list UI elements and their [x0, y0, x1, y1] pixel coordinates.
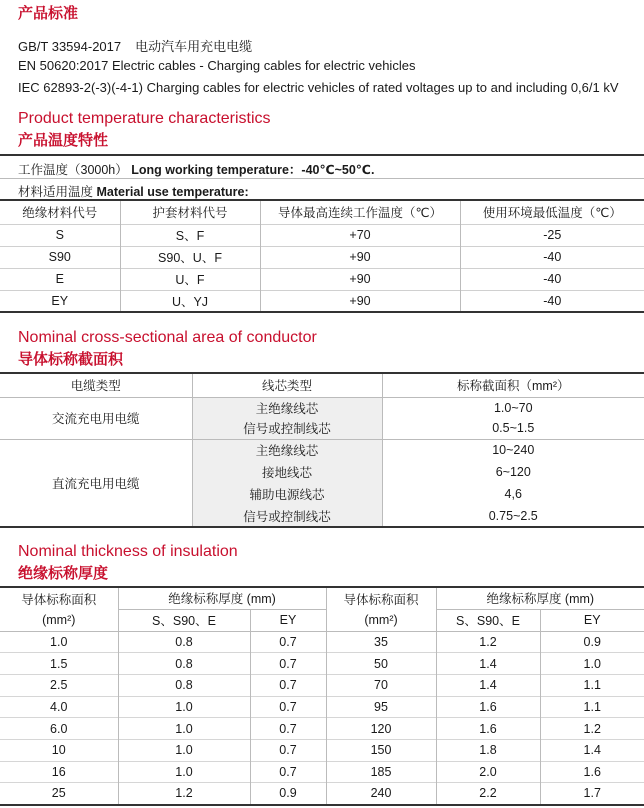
- column-header: 导体最高连续工作温度（℃）: [260, 200, 460, 224]
- table-cell: 1.6: [540, 761, 644, 783]
- column-header: 电缆类型: [0, 373, 192, 397]
- column-header: EY: [250, 609, 326, 631]
- table-cell: 0.7: [250, 653, 326, 675]
- column-header: S、S90、E: [118, 609, 250, 631]
- table-cell: 1.0: [118, 739, 250, 761]
- column-header: 使用环境最低温度（℃）: [460, 200, 644, 224]
- table-cell: 1.6: [436, 696, 540, 718]
- cross-section-table: [0, 372, 644, 528]
- table-cell: 35: [326, 631, 436, 653]
- column-header: 导体标称面积: [326, 587, 436, 609]
- table-cell: U、YJ: [120, 290, 260, 312]
- table-cell: 1.0~70: [382, 397, 644, 418]
- table-cell: 1.4: [436, 674, 540, 696]
- table-cell: 0.7: [250, 631, 326, 653]
- table-cell: 1.5: [50, 656, 68, 671]
- table-cell: 50: [326, 653, 436, 675]
- table-header-row: [0, 200, 644, 224]
- column-header: (mm²): [326, 609, 436, 631]
- standard-code: EN 50620:2017: [18, 58, 109, 73]
- table-row: [0, 696, 644, 718]
- material-temp-cn: 材料适用温度: [18, 185, 94, 199]
- standard-code: GB/T 33594-2017: [18, 39, 122, 54]
- cable-type-cell: 交流充电用电缆: [0, 397, 192, 439]
- table-header-row: [0, 373, 644, 397]
- table-cell: +90: [260, 246, 460, 268]
- table-cell: 辅助电源线芯: [192, 483, 382, 505]
- table-cell: U、F: [120, 268, 260, 290]
- table-cell: 主绝缘线芯: [192, 397, 382, 418]
- table-row: [0, 439, 644, 461]
- table-cell: 1.0: [118, 761, 250, 783]
- table-cell: 1.0: [540, 653, 644, 675]
- cable-type-cell: 直流充电用电缆: [51, 476, 140, 491]
- table-cell: 0.5~1.5: [382, 418, 644, 439]
- table-cell: 1.8: [436, 739, 540, 761]
- table-cell: 接地线芯: [192, 461, 382, 483]
- temperature-table: [0, 199, 644, 313]
- table-cell: 185: [326, 761, 436, 783]
- table-cell: 70: [326, 674, 436, 696]
- table-cell: EY: [0, 290, 120, 312]
- table-row: [0, 739, 644, 761]
- table-cell: 0.7: [250, 696, 326, 718]
- table-cell: 6.0: [50, 721, 68, 736]
- working-temp-cn: 工作温度（3000h）: [18, 163, 128, 177]
- table-cell: 2.5: [50, 678, 68, 693]
- table-cell: 1.2: [436, 631, 540, 653]
- column-header: EY: [540, 609, 644, 631]
- table-cell: 1.1: [540, 696, 644, 718]
- column-header: 线芯类型: [192, 373, 382, 397]
- table-cell: 0.7: [250, 761, 326, 783]
- standard-text: Charging cables for electric vehicles of rated voltages up to and including 0,6/1 kV: [146, 80, 619, 95]
- table-cell: 240: [326, 783, 436, 805]
- table-cell: 4,6: [382, 483, 644, 505]
- table-cell: 0.9: [250, 783, 326, 805]
- table-row: [0, 761, 644, 783]
- table-cell: 信号或控制线芯: [192, 505, 382, 527]
- column-header: 标称截面积（mm²）: [382, 373, 644, 397]
- table-row: [0, 631, 644, 653]
- standard-text: 电动汽车用充电电缆: [135, 39, 253, 54]
- table-cell: 2.0: [436, 761, 540, 783]
- table-cell: S90: [0, 246, 120, 268]
- standard-code: IEC 62893-2(-3)(-4-1): [18, 80, 143, 95]
- table-cell: +70: [260, 224, 460, 246]
- table-cell: 1.0: [50, 634, 68, 649]
- table-cell: 2.2: [436, 783, 540, 805]
- column-header: 护套材料代号: [120, 200, 260, 224]
- table-cell: S90、U、F: [120, 246, 260, 268]
- standard-text: Electric cables - Charging cables for electric vehicles: [111, 58, 416, 73]
- table-row: [0, 783, 644, 805]
- material-temperature: [18, 182, 249, 200]
- column-header: (mm²): [42, 612, 76, 627]
- table-row: [0, 268, 644, 290]
- table-cell: 0.7: [250, 674, 326, 696]
- table-cell: 1.6: [436, 718, 540, 740]
- table-cell: 0.8: [118, 631, 250, 653]
- table-cell: 10: [51, 743, 66, 758]
- working-temperature: [18, 160, 374, 178]
- insulation-heading-en: Nominal thickness of insulation: [18, 543, 238, 560]
- table-cell: 150: [326, 739, 436, 761]
- table-cell: 主绝缘线芯: [192, 439, 382, 461]
- table-cell: 0.75~2.5: [382, 505, 644, 527]
- table-cell: 1.7: [540, 783, 644, 805]
- temperature-heading-cn: 产品温度特性: [18, 132, 109, 149]
- table-cell: +90: [260, 290, 460, 312]
- working-temp-en: Long working temperature：-40℃~50℃.: [131, 163, 375, 177]
- column-header: 绝缘标称厚度 (mm): [436, 587, 644, 609]
- table-cell: 4.0: [50, 699, 68, 714]
- table-cell: S: [0, 224, 120, 246]
- table-row: [0, 674, 644, 696]
- column-header: 绝缘材料代号: [22, 206, 98, 221]
- table-cell: E: [0, 268, 120, 290]
- table-cell: +90: [260, 268, 460, 290]
- table-cell: 0.7: [250, 718, 326, 740]
- table-cell: 0.8: [118, 674, 250, 696]
- table-cell: -40: [460, 290, 644, 312]
- table-cell: -25: [460, 224, 644, 246]
- table-cell: 1.0: [118, 696, 250, 718]
- cross-section-heading-cn: 导体标称截面积: [18, 351, 124, 368]
- table-cell: S、F: [120, 224, 260, 246]
- table-row: [0, 224, 644, 246]
- insulation-table: [0, 586, 644, 806]
- standard-line: [18, 36, 252, 55]
- table-cell: 1.0: [118, 718, 250, 740]
- table-header-row: [0, 587, 644, 609]
- material-temp-en: Material use temperature:: [96, 185, 249, 199]
- table-cell: 1.4: [540, 739, 644, 761]
- temperature-heading-en: Product temperature characteristics: [18, 110, 271, 127]
- table-cell: 0.9: [540, 631, 644, 653]
- table-cell: 6~120: [382, 461, 644, 483]
- standard-line: [18, 58, 415, 73]
- table-cell: 1.4: [436, 653, 540, 675]
- table-row: [0, 397, 644, 418]
- cross-section-heading-en: Nominal cross-sectional area of conductor: [18, 329, 317, 346]
- table-row: [0, 290, 644, 312]
- table-cell: 16: [51, 764, 66, 779]
- table-cell: -40: [460, 246, 644, 268]
- table-cell: 120: [326, 718, 436, 740]
- table-cell: 0.7: [250, 739, 326, 761]
- table-cell: 1.2: [118, 783, 250, 805]
- table-cell: 10~240: [382, 439, 644, 461]
- column-header: 导体标称面积: [21, 592, 97, 607]
- table-cell: 1.2: [540, 718, 644, 740]
- table-cell: 1.1: [540, 674, 644, 696]
- table-cell: 信号或控制线芯: [192, 418, 382, 439]
- table-cell: 0.8: [118, 653, 250, 675]
- table-row: [0, 718, 644, 740]
- divider: [0, 178, 644, 179]
- table-row: [0, 246, 644, 268]
- insulation-heading-cn: 绝缘标称厚度: [18, 565, 109, 582]
- table-cell: 95: [326, 696, 436, 718]
- table-cell: -40: [460, 268, 644, 290]
- table-cell: 25: [51, 786, 66, 801]
- divider: [0, 154, 644, 156]
- column-header: 绝缘标称厚度 (mm): [118, 587, 326, 609]
- table-row: [0, 653, 644, 675]
- standard-line: [18, 80, 619, 95]
- standards-heading: 产品标准: [18, 5, 79, 22]
- table-header-row: [0, 609, 644, 631]
- column-header: S、S90、E: [436, 609, 540, 631]
